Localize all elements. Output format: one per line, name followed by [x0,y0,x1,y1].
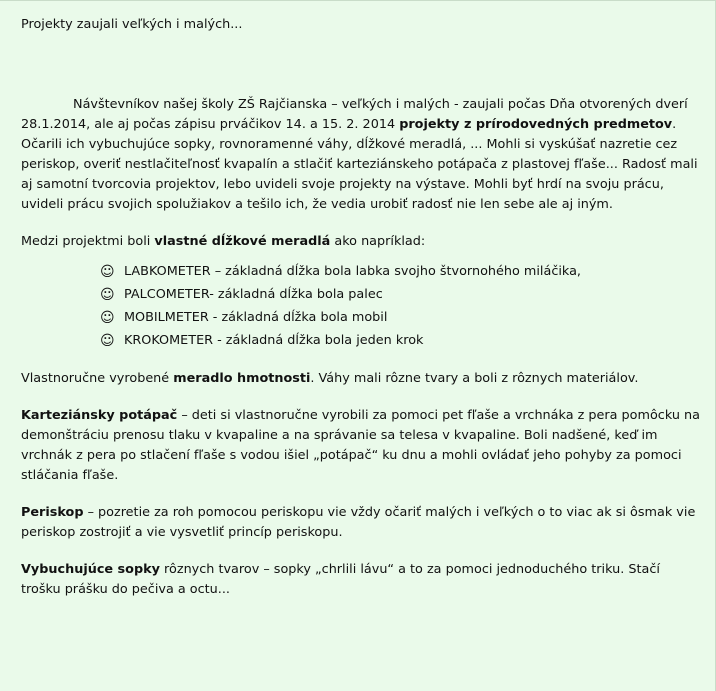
scales-lead: Vlastnoručne vyrobené [21,371,174,386]
smiley-icon: ☺ [100,286,115,303]
document-title: Projekty zaujali veľkých i malých... [21,17,243,32]
list-item [100,260,701,283]
meters-bold: vlastné dĺžkové meradlá [154,234,331,249]
document-body [21,15,701,600]
scales-paragraph [21,369,701,389]
smiley-icon: ☺ [100,332,115,349]
list-item-text: MOBILMETER - základná dĺžka bola mobil [124,310,388,325]
smiley-icon: ☺ [100,263,115,280]
intro-bold-subjects: projekty z prírodovedných predmetov [399,117,673,132]
periscope-paragraph [21,503,701,543]
list-item [100,329,701,352]
diver-paragraph [21,406,701,486]
volcanoes-bold: Vybuchujúce sopky [21,562,160,577]
list-item-text: LABKOMETER – základná dĺžka bola labka svojho štvornohého miláčika, [124,264,582,279]
periscope-bold: Periskop [21,505,84,520]
smiley-icon: ☺ [100,309,115,326]
list-item [100,283,701,306]
intro-text-2: . Očarili ich vybuchujúce sopky, rovnoramenné váhy, dĺžkové meradlá, ... Mohli si vyskúšať nazretie cez periskop, overiť nestlačiteľnosť kvapalín a stlačiť karteziánskeho potápača z plastovej fľaše... Radosť mali aj samotní tvorcovia projektov, lebo uvideli svoje projekty na výstave. Mohli byť hrdí na svoju prácu, uvideli prácu svojich spolužiakov a tešilo ich, že vedia urobiť radosť nie len sebe ale aj iným. [21,117,698,212]
volcanoes-text: rôznych tvarov – sopky „chrlili lávu“ a to za pomoci jednoduchého triku. Stačí trošku prášku do pečiva a octu... [21,562,660,597]
intro-text-1: Návštevníkov našej školy ZŠ Rajčianska – veľkých i malých - zaujali počas Dňa otvorených dverí 28.1.2014, ale aj počas zápisu prváčikov 14. a 15. 2. 2014 [21,97,688,132]
meters-list [21,260,701,352]
scales-bold: meradlo hmotnosti [173,371,311,386]
meters-tail: ako napríklad: [330,234,426,249]
list-item [100,306,701,329]
diver-bold: Karteziánsky potápač [21,408,178,423]
list-item-text: PALCOMETER- základná dĺžka bola palec [124,287,383,302]
volcanoes-paragraph [21,560,701,600]
diver-text: – deti si vlastnoručne vyrobili za pomoci pet fľaše a vrchnáka z pera pomôcku na demonštráciu prenosu tlaku v kvapaline a na správanie sa telesa v kvapaline. Boli nadšené, keď im vrchnák z pera po stlačení fľaše s vodou išiel „potápač“ ku dnu a mohli ovládať jeho pohyby za pomoci stláčania fľaše. [21,408,700,483]
meters-lead: Medzi projektmi boli [21,234,155,249]
periscope-text: – pozretie za roh pomocou periskopu vie vždy očariť malých i veľkých o to viac ak si ôsmak vie periskop zostrojiť a vie vysvetliť princíp periskopu. [21,505,696,540]
intro-paragraph [21,95,701,215]
list-item-text: KROKOMETER - základná dĺžka bola jeden krok [124,333,424,348]
meters-paragraph [21,232,701,252]
scales-tail: . Váhy mali rôzne tvary a boli z rôznych materiálov. [310,371,639,386]
